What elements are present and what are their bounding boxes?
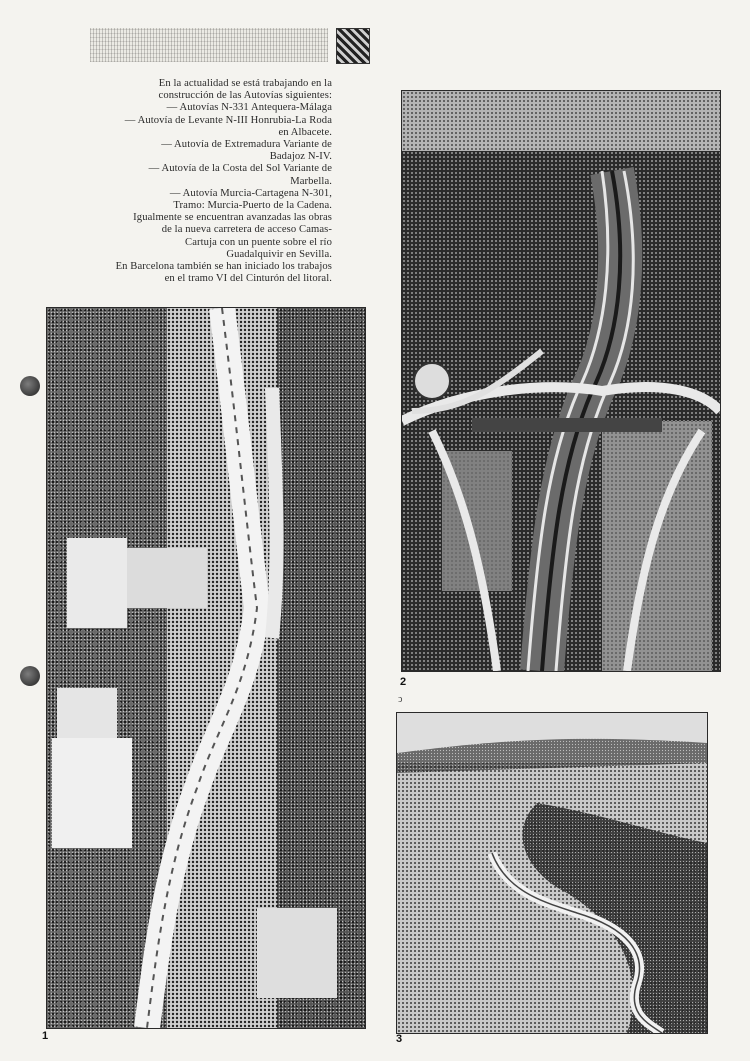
intro-line: Tramo: Murcia-Puerto de la Cadena. [173,200,332,212]
figure-number-1: 1 [42,1030,49,1042]
header-title-band [90,28,328,62]
figure-number-2: 2 [400,676,407,688]
figure-2-mark: ↄ [398,694,403,705]
intro-line: En Barcelona también se han iniciado los trabajos [115,261,332,273]
photo-2-image [402,91,720,671]
intro-line: — Autovía Murcia-Cartagena N-301, [169,187,332,199]
intro-line: en Albacete. [278,126,332,138]
figure-number-3: 3 [396,1033,403,1045]
aerial-photo-winding-road [396,712,708,1034]
binder-hole [20,666,40,686]
intro-line: construcción de las Autovías siguientes: [158,90,332,102]
intro-text [66,78,332,285]
binder-hole [20,376,40,396]
intro-line: — Autovías N-331 Antequera-Málaga [166,102,332,114]
photo-3-image [397,713,707,1033]
intro-line: en el tramo VI del Cinturón del litoral. [164,273,332,285]
intro-line: Badajoz N-IV. [269,151,332,163]
intro-line: Guadalquivir en Sevilla. [226,248,332,260]
intro-line: de la nueva carretera de acceso Camas- [161,224,332,236]
intro-line: — Autovía de la Costa del Sol Variante de [148,163,332,175]
intro-line: — Autovía de Levante N-III Honrubia-La Roda [124,114,332,126]
intro-line: Marbella. [290,175,332,187]
aerial-photo-city-road [46,307,366,1029]
aerial-photo-highway-interchange [401,90,721,672]
photo-1-image [47,308,365,1028]
header-logo-mark [336,28,370,64]
intro-line: — Autovía de Extremadura Variante de [161,139,332,151]
intro-line: Igualmente se encuentran avanzadas las obras [133,212,332,224]
intro-line: Cartuja con un puente sobre el río [185,236,332,248]
intro-line: En la actualidad se está trabajando en la [158,78,332,89]
